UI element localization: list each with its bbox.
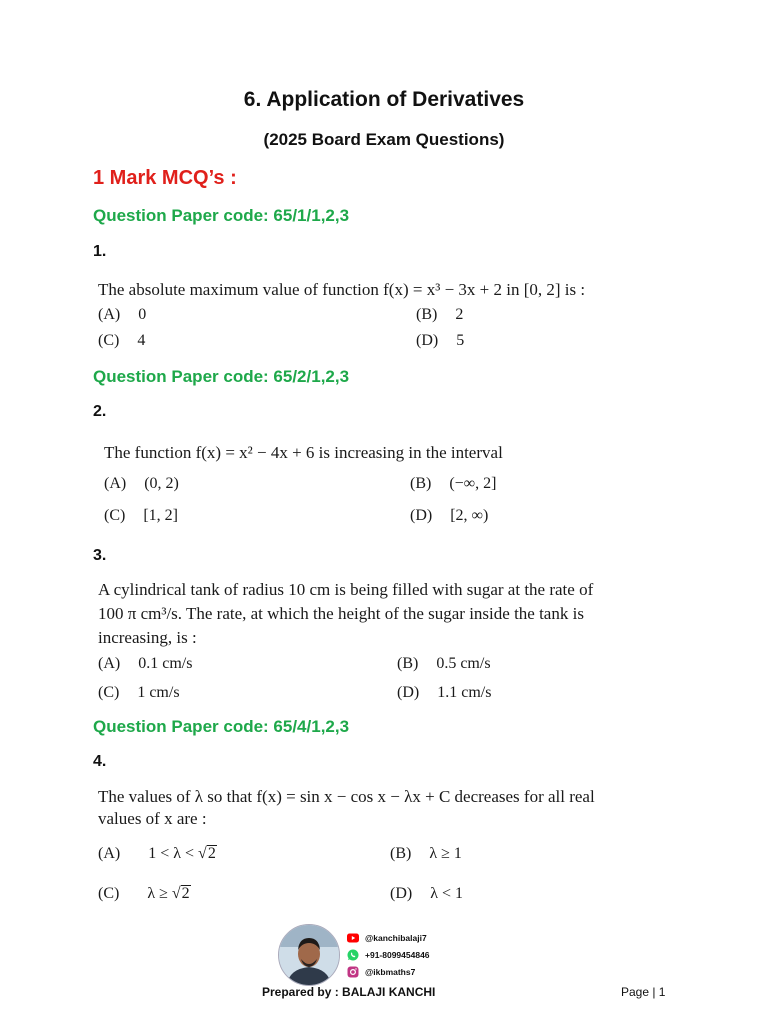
option-b: (B) (−∞, 2] [410,475,497,492]
option-c: (C) λ ≥ √2 [98,885,190,902]
whatsapp-icon [347,949,359,961]
option-d: (D) λ < 1 [390,885,463,902]
option-b: (B) 0.5 cm/s [397,655,491,672]
whatsapp-number: +91-8099454846 [365,950,430,960]
option-d: (D) [2, ∞) [410,507,489,524]
page-title: 6. Application of Derivatives [243,88,525,111]
author-photo [278,924,340,986]
option-a: (A) 1 < λ < √2 [98,845,216,862]
option-a: (A) (0, 2) [104,475,179,492]
option-a: (A) 0 [98,306,147,323]
question-text-line: The values of λ so that f(x) = sin x − cos x − λx + C decreases for all real [98,787,595,806]
question-text-line: A cylindrical tank of radius 10 cm is being filled with sugar at the rate of [98,580,594,599]
question-text [98,578,593,650]
prepared-by: Prepared by : BALAJI KANCHI [262,985,436,999]
question-text-line: 100 π cm³/s. The rate, at which the height of the sugar inside the tank is [98,604,584,623]
option-c: (C) 1 cm/s [98,684,180,701]
question-text: The function f(x) = x² − 4x + 6 is increasing in the interval [104,443,503,462]
option-a: (A) 0.1 cm/s [98,655,193,672]
question-text [98,786,595,830]
paper-code-3: Question Paper code: 65/4/1,2,3 [93,717,350,736]
option-d: (D) 1.1 cm/s [397,684,492,701]
instagram-icon [347,966,359,978]
sqrt-radicand: 2 [207,845,216,862]
option-b: (B) λ ≥ 1 [390,845,462,862]
option-d: (D) 5 [416,332,465,349]
question-number: 2. [93,403,107,420]
question-text-line: increasing, is : [98,628,197,647]
question-text-line: values of x are : [98,809,207,828]
page-subtitle: (2025 Board Exam Questions) [263,130,505,149]
option-c: (C) [1, 2] [104,507,178,524]
instagram-handle: @ikbmaths7 [365,967,416,977]
instagram-contact [347,966,415,978]
paper-code-2: Question Paper code: 65/2/1,2,3 [93,367,350,386]
whatsapp-contact [347,949,430,961]
page-number: Page | 1 [621,985,666,999]
paper-code-1: Question Paper code: 65/1/1,2,3 [93,206,350,225]
option-b: (B) 2 [416,306,464,323]
question-number: 4. [93,753,107,770]
question-number: 3. [93,547,107,564]
youtube-icon [347,932,359,944]
question-number: 1. [93,243,107,260]
youtube-contact [347,932,427,944]
section-heading: 1 Mark MCQ’s : [93,167,237,189]
youtube-handle: @kanchibalaji7 [365,933,427,943]
sqrt-radicand: 2 [181,885,190,902]
option-c: (C) 4 [98,332,146,349]
question-text: The absolute maximum value of function f(x) = x³ − 3x + 2 in [0, 2] is : [98,280,586,299]
